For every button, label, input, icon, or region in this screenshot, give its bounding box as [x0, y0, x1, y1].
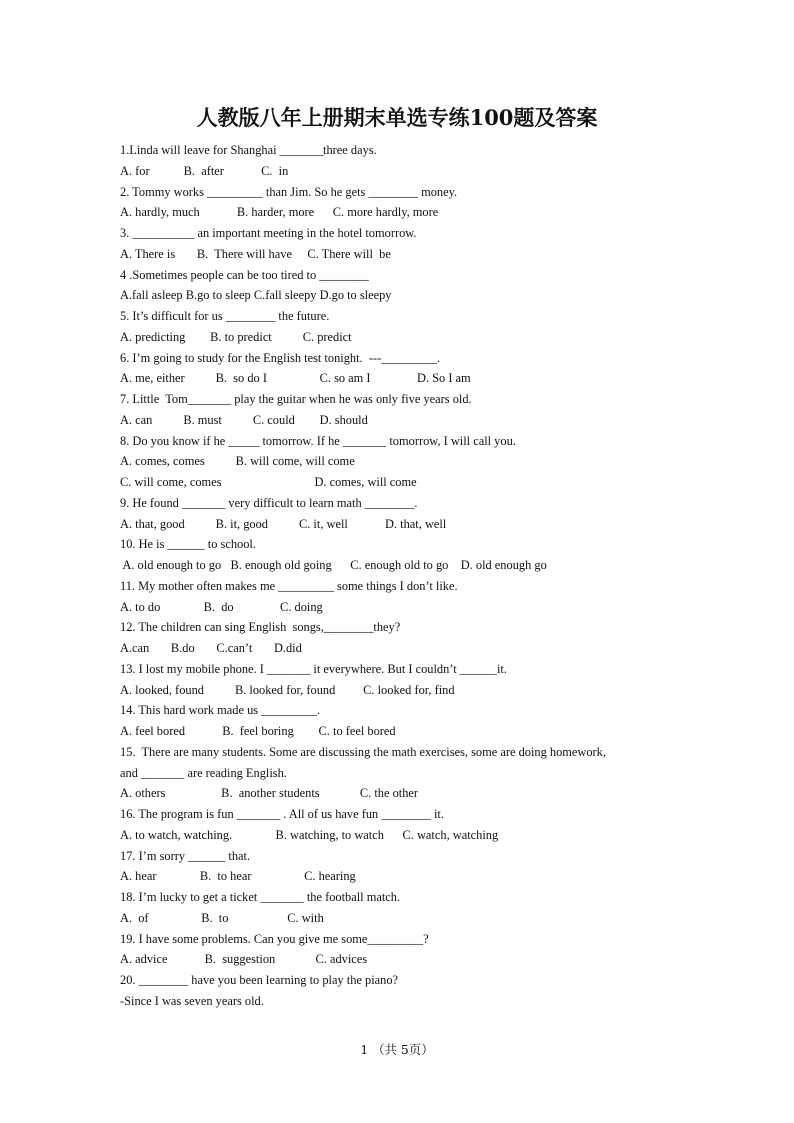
question-line: 15. There are many students. Some are discussing the math exercises, some are doing homework,: [120, 744, 606, 759]
options-line: A. comes, comes B. will come, will come: [120, 454, 355, 469]
options-line: A. hear B. to hear C. hearing: [120, 869, 356, 884]
options-line: A.fall asleep B.go to sleep C.fall sleepy D.go to sleepy: [120, 288, 392, 303]
question-line: 20. ________ have you been learning to play the piano?: [120, 973, 399, 987]
question-line: 5. It’s difficult for us ________ the future.: [120, 309, 330, 323]
question-line: 8. Do you know if he _____ tomorrow. If he _______ tomorrow, I will call you.: [120, 433, 516, 448]
options-line: A. There is B. There will have C. There will be: [120, 246, 391, 261]
options-line: A. predicting B. to predict C. predict: [120, 329, 352, 344]
options-line: A. advice B. suggestion C. advices: [120, 952, 368, 967]
options-line: A. hardly, much B. harder, more C. more hardly, more: [120, 205, 439, 220]
document-title: 人教版八年上册期末单选专练100题及答案: [196, 105, 598, 130]
options-line: A. to watch, watching. B. watching, to watch C. watch, watching: [120, 827, 499, 842]
question-line: 1.Linda will leave for Shanghai _______three days.: [120, 143, 377, 157]
answer-line: -Since I was seven years old.: [120, 993, 264, 1008]
question-line: 7. Little Tom_______ play the guitar when he was only five years old.: [120, 392, 472, 406]
options-line: A. looked, found B. looked for, found C. looked for, find: [120, 682, 455, 697]
question-line: 6. I’m going to study for the English test tonight. ---_________.: [120, 350, 441, 365]
question-line: 3. __________ an important meeting in the hotel tomorrow.: [120, 226, 417, 240]
options-line: A.can B.do C.can’t D.did: [120, 641, 302, 655]
options-line: A. for B. after C. in: [120, 163, 289, 178]
question-line: 11. My mother often makes me _________ some things I don’t like.: [120, 578, 458, 593]
question-line-continued: and _______ are reading English.: [120, 765, 287, 780]
options-line: A. me, either B. so do I C. so am I D. So I am: [120, 371, 471, 386]
options-line: C. will come, comes D. comes, will come: [120, 475, 417, 489]
options-line: A. can B. must C. could D. should: [120, 412, 368, 427]
options-line: A. that, good B. it, good C. it, well D. that, well: [120, 516, 447, 531]
page-number: 1 （共 5页）: [360, 1042, 434, 1057]
question-line: 12. The children can sing English songs,________they?: [120, 620, 401, 635]
question-line: 2. Tommy works _________ than Jim. So he gets ________ money.: [120, 184, 458, 199]
question-line: 16. The program is fun _______ . All of us have fun ________ it.: [120, 807, 444, 821]
question-line: 19. I have some problems. Can you give me some_________?: [120, 931, 429, 946]
options-line: A. others B. another students C. the other: [120, 786, 419, 801]
question-line: 17. I’m sorry ______ that.: [120, 848, 251, 863]
question-line: 13. I lost my mobile phone. I _______ it everywhere. But I couldn’t ______it.: [120, 661, 507, 676]
options-line: A. to do B. do C. doing: [120, 599, 323, 614]
options-line: A. feel bored B. feel boring C. to feel bored: [120, 724, 396, 738]
question-line: 4 .Sometimes people can be too tired to ________: [120, 267, 369, 282]
question-list: [120, 140, 680, 1012]
question-line: 18. I’m lucky to get a ticket _______ the football match.: [120, 890, 401, 904]
question-line: 9. He found _______ very difficult to learn math ________.: [120, 495, 418, 510]
options-line: A. of B. to C. with: [120, 910, 324, 925]
options-line: A. old enough to go B. enough old going C. enough old to go D. old enough go: [120, 558, 547, 572]
question-line: 10. He is ______ to school.: [120, 537, 256, 552]
question-line: 14. This hard work made us _________.: [120, 703, 321, 718]
